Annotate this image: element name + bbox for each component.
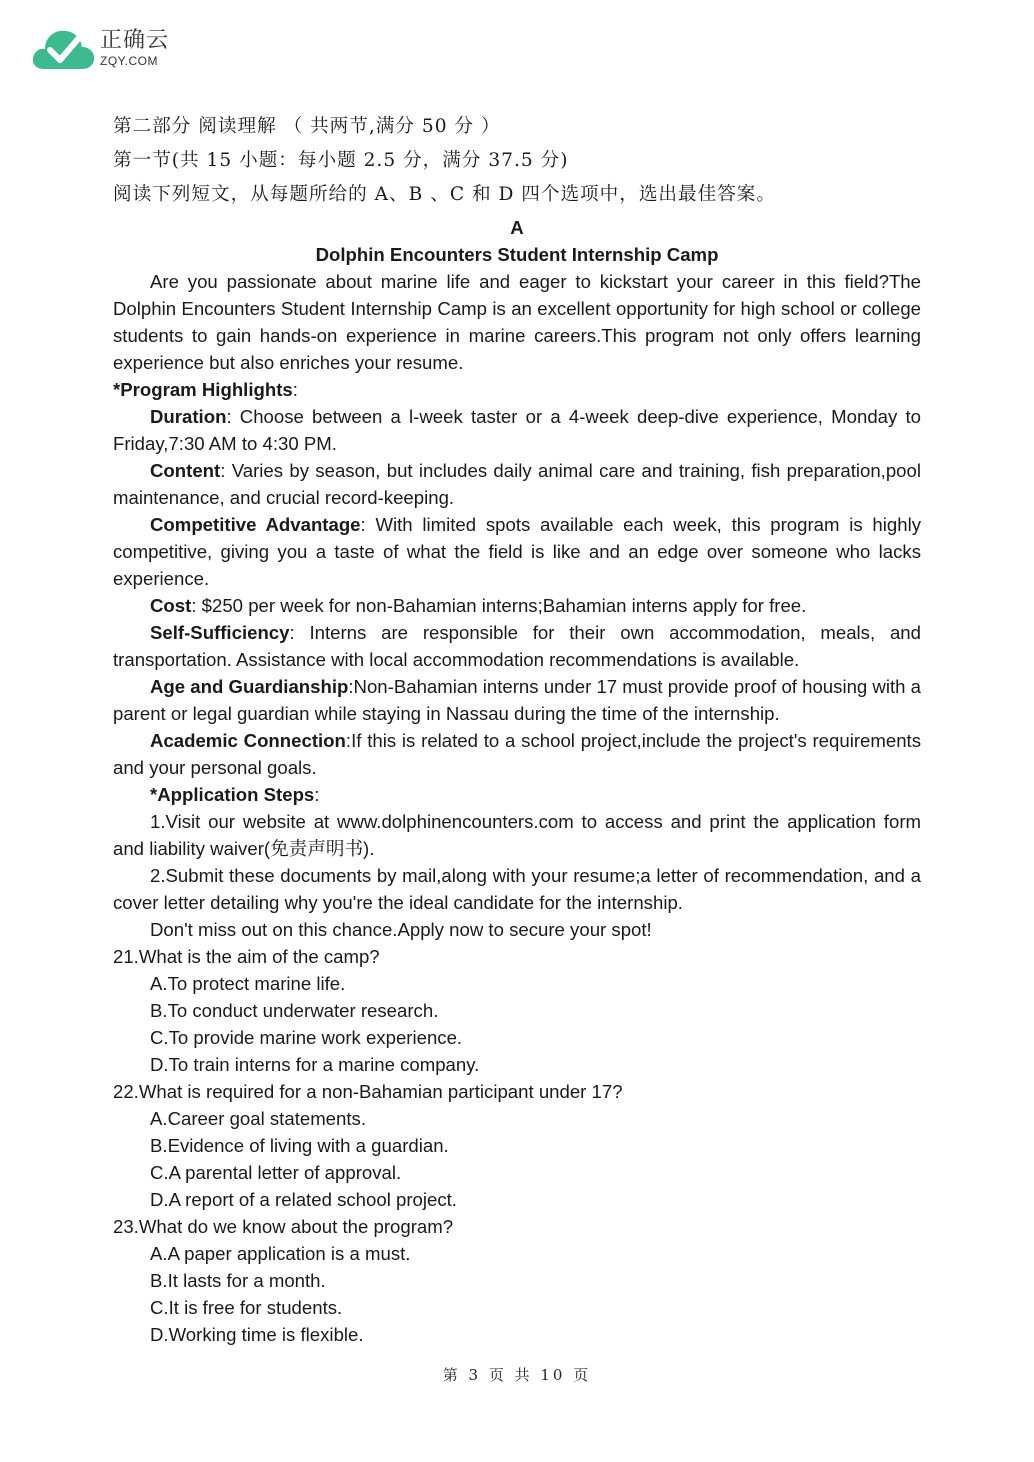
site-logo[interactable] — [30, 22, 169, 74]
check-cloud-icon — [30, 23, 96, 73]
highlight-self-sufficiency: Self-Sufficiency: Interns are responsible for their own accommodation, meals, and transportation. Assistance with local accommodation recommendations is available. — [113, 622, 921, 670]
section-header: 第二部分 阅读理解 （ 共两节,满分 50 分 ） — [113, 116, 501, 137]
passage-label: A — [510, 217, 524, 238]
option-c: C.A parental letter of approval. — [150, 1162, 402, 1183]
option-c: C.To provide marine work experience. — [150, 1027, 463, 1048]
question-stem: 21.What is the aim of the camp? — [113, 946, 380, 967]
option-a: A.Career goal statements. — [150, 1108, 366, 1129]
question-21 — [113, 943, 921, 1078]
question-22 — [113, 1078, 921, 1213]
exam-page — [113, 110, 921, 1348]
option-c: C.It is free for students. — [150, 1297, 343, 1318]
highlight-cost: Cost: $250 per week for non-Bahamian interns;Bahamian interns apply for free. — [150, 595, 807, 616]
page-number: 第 3 页 共 10 页 — [442, 1366, 592, 1384]
passage-title: Dolphin Encounters Student Internship Camp — [315, 244, 719, 265]
logo-name-en: ZQY.COM — [100, 53, 158, 68]
intro-paragraph: Are you passionate about marine life and eager to kickstart your career in this field?The Dolphin Encounters Student Internship Camp is an excellent opportunity for high school or college students to gain hands-on experience in marine careers.This program not only offers learning experience but also enriches your resume. — [113, 271, 921, 373]
instructions: 阅读下列短文，从每题所给的 A、B 、C 和 D 四个选项中，选出最佳答案。 — [113, 184, 776, 205]
option-a: A.A paper application is a must. — [150, 1243, 411, 1264]
steps-heading: *Application Steps: — [150, 784, 320, 805]
question-stem: 23.What do we know about the program? — [113, 1216, 454, 1237]
highlight-academic-connection: Academic Connection:If this is related to a school project,include the project's requirements and your personal goals. — [113, 730, 921, 778]
subsection-header: 第一节(共 15 小题：每小题 2.5 分，满分 37.5 分) — [113, 150, 569, 171]
highlight-age-guardianship: Age and Guardianship:Non-Bahamian interns under 17 must provide proof of housing with a parent or legal guardian while staying in Nassau during the time of the internship. — [113, 676, 922, 724]
option-b: B.To conduct underwater research. — [150, 1000, 439, 1021]
highlight-competitive-advantage: Competitive Advantage: With limited spots available each week, this program is highly competitive, giving you a taste of what the field is like and an edge over someone who lacks experience. — [113, 514, 921, 589]
question-23 — [113, 1213, 921, 1348]
logo-name-cn: 正确云 — [100, 27, 170, 53]
step-2: 2.Submit these documents by mail,along with your resume;a letter of recommendation, and a cover letter detailing why you're the ideal candidate for the internship. — [113, 865, 921, 913]
highlight-content: Content: Varies by season, but includes daily animal care and training, fish preparation,pool maintenance, and crucial record-keeping. — [113, 460, 921, 508]
step-1: 1.Visit our website at www.dolphinencounters.com to access and print the application form and liability waiver(免责声明书). — [113, 811, 921, 859]
option-d: D.Working time is flexible. — [150, 1324, 364, 1345]
highlights-heading: *Program Highlights: — [113, 379, 298, 400]
question-stem: 22.What is required for a non-Bahamian participant under 17? — [113, 1081, 623, 1102]
highlight-duration: Duration: Choose between a l-week taster or a 4-week deep-dive experience, Monday to Friday,7:30 AM to 4:30 PM. — [113, 406, 921, 454]
option-a: A.To protect marine life. — [150, 973, 346, 994]
option-d: D.To train interns for a marine company. — [150, 1054, 480, 1075]
option-d: D.A report of a related school project. — [150, 1189, 457, 1210]
closing-line: Don't miss out on this chance.Apply now to secure your spot! — [150, 919, 652, 940]
option-b: B.It lasts for a month. — [150, 1270, 326, 1291]
option-b: B.Evidence of living with a guardian. — [150, 1135, 449, 1156]
